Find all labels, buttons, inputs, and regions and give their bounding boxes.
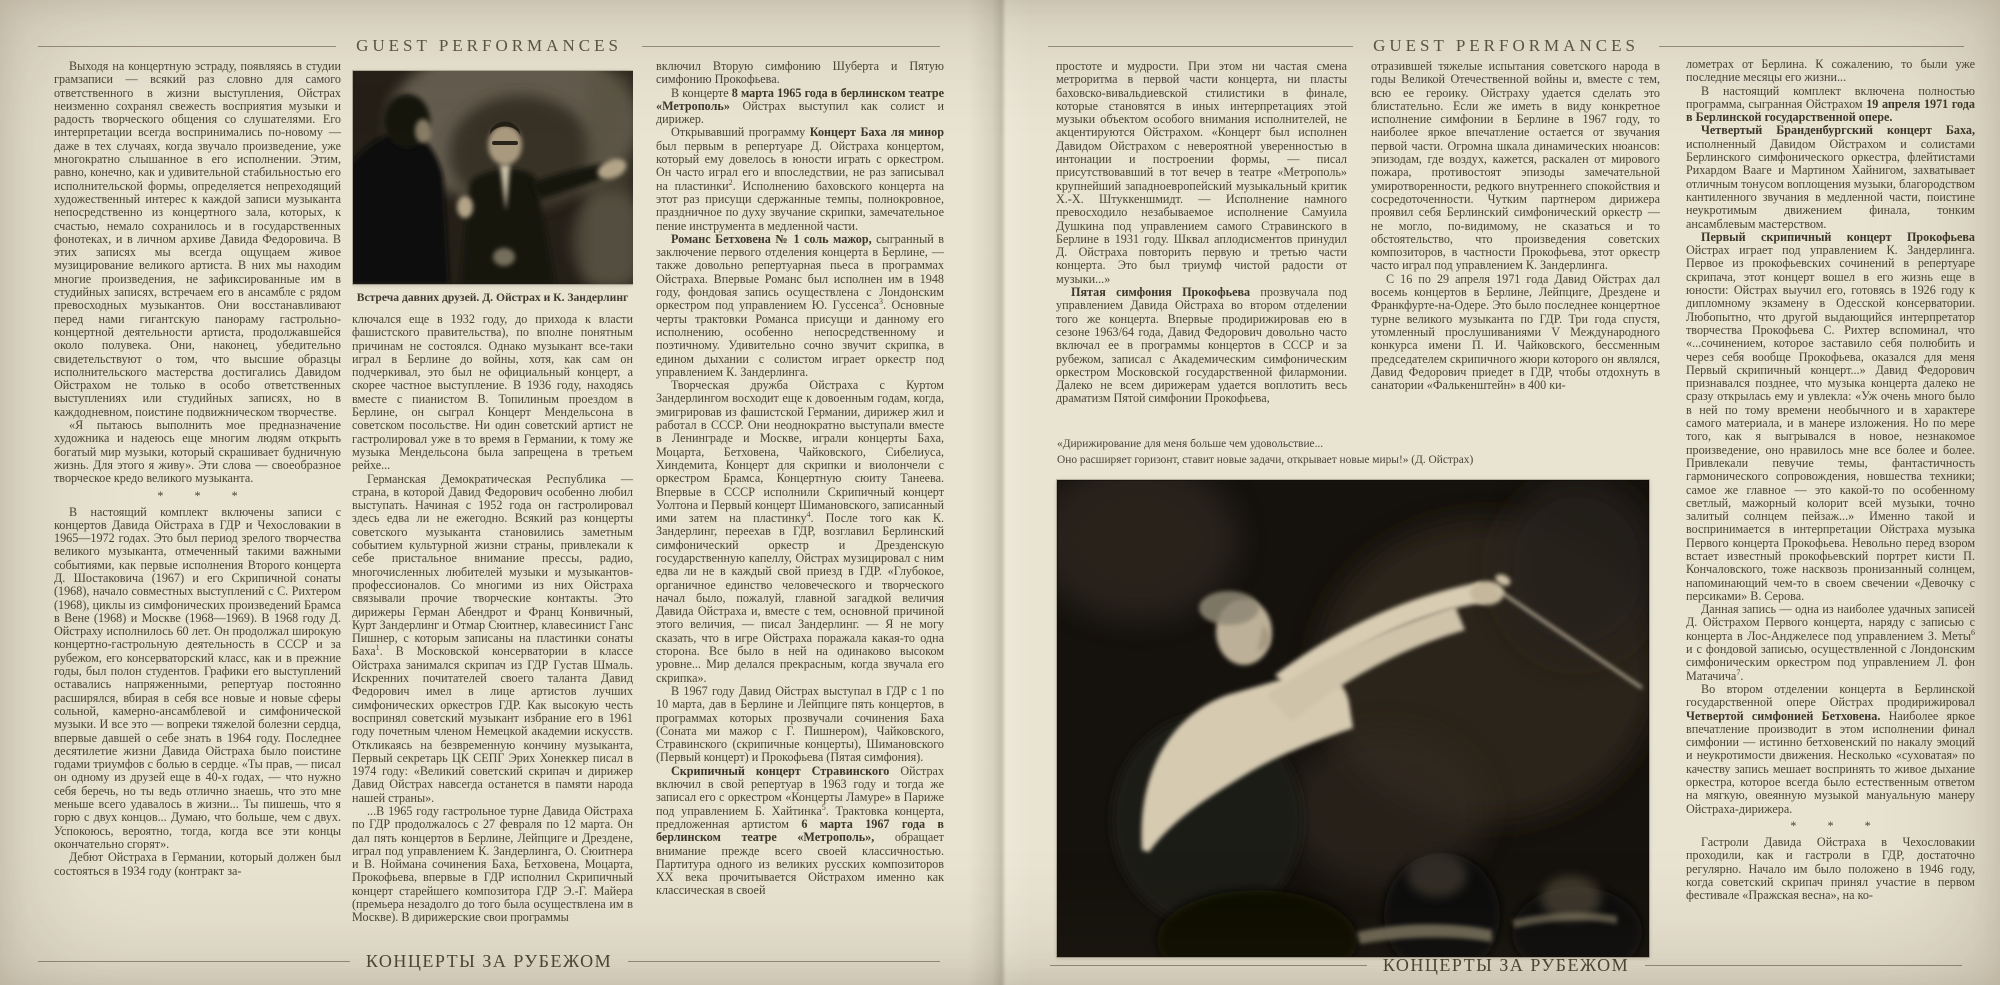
stars-separator: * * * xyxy=(1790,818,1885,833)
right-page-footer xyxy=(1050,952,1962,978)
paragraph: включил Вторую симфонию Шуберта и Пятую симфонию Прокофьева. xyxy=(656,60,944,87)
right-header-title: GUEST PERFORMANCES xyxy=(1373,36,1639,55)
paragraph: Романс Бетховена № 1 соль мажор, сыгранный в заключение первого отделения концерта в Берлине, — также довольно репертуарная пьеса в программах Ойстраха. Впервые Романс был исполнен им в 1948 году, фондовая запись осуществлена с Лондонским оркестром под управлением Ю. Гуссенса$^3$. Основные черты трактовки Романса присущи и данному его исполнению, особенно непосредственному и поэтичному. Удивительно сочно звучит скрипка, в едином дыхании с солистом играет оркестр под управлением К. Зандерлинга. xyxy=(656,231,944,379)
photo-oistrakh-conducting xyxy=(1057,480,1649,957)
paragraph: Первый скрипичный концерт Прокофьева Ойстрах играет под управлением К. Зандерлинга. Первое из прокофьевских сочинений в репертуаре скрипача, этот концерт вошел в его жизнь еще в юности: Ойстрах выучил его, готовясь в 1926 году к дипломному экзамену в Одесской консерватории. Любопытно, что другой выдающийся интерпретатор творчества Прокофьева С. Рихтер вспоминал, что «...сочинением, которое заставило себя полюбить и через себя вообще Прокофьева, оказался для меня Первый скрипичный концерт...» Давид Федорович признавался позднее, что музыка концерта далеко не сразу открылась ему и увлекла: «Уж очень много было в ней по тому времени необычного и в характере самого материала, и в манере изложения. Но по мере того, как я выгрывался в новое, незнакомое произведение, оно нравилось мне все более и более. Привлекали певучие темы, фантастичность гармонического сопровождения, новшества техники; самое же главное — это какой-то по особенному светлый, мажорный колорит всей музыки, точно залитый солнцем пейзаж...» Именно такой и воспринимается в интерпретации Ойстраха музыка Первого концерта Прокофьева. Невольно перед взором встает известный прокофьевский портрет кисти П. Кончаловского, тоже насквозь пронизанный солнцем, напоминающий чем-то в своем свечении «Девочку с персиками» В. Серова. xyxy=(1686,229,1975,603)
header-rule-left xyxy=(1048,46,1353,47)
conducting-caption-line1: «Дирижирование для меня больше чем удовольствие... xyxy=(1057,438,1324,450)
header-rule-left xyxy=(38,46,336,47)
paragraph: отразившей тяжелые испытания советского народа в годы Великой Отечественной войны и, вместе с тем, всю ее героику. Ойстраху удается сделать это блистательно. Если же иметь в виду конкретное исполнение симфонии в Берлине в 1967 году, то наиболее яркое впечатление остается от звучания первой части. Огромна шкала динамических нюансов: эпизодам, где воздух, кажется, раскален от мирового пожара, противостоят эпизоды замечательной умиротворенности, редкого внутреннего спокойствия и сосредоточенности. Чутким партнером дирижера проявил себя Берлинский симфонический оркестр — не могло, по-видимому, не сказаться и то обстоятельство, что произведения советских композиторов, в частности Прокофьева, этот оркестр часто играл под управлением К. Зандерлинга. xyxy=(1371,60,1660,273)
left-column-3 xyxy=(656,60,944,953)
page-fold-crease xyxy=(968,0,1032,985)
footer-rule-right xyxy=(628,961,940,962)
right-column-3 xyxy=(1686,58,1975,956)
paragraph: С 16 по 29 апреля 1971 года Давид Ойстрах дал восемь концертов в Берлине, Лейпциге, Дрездене и Франкфурте-на-Одере. Это было последнее концертное турне великого музыканта по ГДР. Три года спустя, утомленный прослушиваниями V Международного конкурса имени П. И. Чайковского, бессменным председателем скрипичного жюри которого он являлся, Давид Федорович приедет в ГДР, чтобы отдохнуть в санатории «Фалькенштейн» в 400 ки- xyxy=(1371,271,1660,393)
paragraph: Четвертый Бранденбургский концерт Баха, исполненный Давидом Ойстрахом и солистами Берлинского симфонического оркестра, флейтистами Рихардом Вааге и Мартином Хайнигом, захватывает отличным тонусом воплощения музыки, благородством кантиленного звучания в медленной части, поистине неукротимым движением финала, тонким ансамблевым мастерством. xyxy=(1686,123,1975,231)
right-column-2 xyxy=(1371,60,1660,428)
left-column-2 xyxy=(352,60,633,953)
right-footer-title: КОНЦЕРТЫ ЗА РУБЕЖОМ xyxy=(1382,954,1630,975)
right-page-header xyxy=(1048,36,1964,56)
paragraph: В концерте 8 марта 1965 года в берлинском театре «Метрополь» Ойстрах выступил как солист и дирижер. xyxy=(656,85,944,127)
paragraph: В настоящий комплект включены записи с концертов Давида Ойстраха в ГДР и Чехословакии в 1965—1972 годах. Это был период зрелого творчества великого музыканта, отмеченный такими важными событиями, как первые исполнения Второго концерта Д. Шостаковича (1967) и его Скрипичной сонаты (1968), начало совместных выступлений с С. Рихтером (1968), циклы из симфонических произведений Брамса в Вене (1968) и Москве (1968—1969). В 1968 году Д. Ойстраху исполнилось 60 лет. Он продолжал широкую концертно-гастрольную деятельность в СССР и за рубежом, его консерваторский класс, как и в прежние годы, был полон студентов. Графики его выступлений оставались напряженными, репертуар постоянно расширялся, вбирая в себя все новые и новые сферы сольной, камерно-ансамблевой и симфонической музыки. И все это — вопреки тяжелой болезни сердца, впервые давшей о себе знать в 1964 году. Последнее десятилетие жизни Давида Ойстраха было поистине годами триумфов с болью в сердце. «Ты прав, — писал он одному из друзей еще в 40-х годах, — что нужно себя беречь, но ты ведь отлично знаешь, что это мне меньше всего удавалось в жизни... Ты пишешь, что я горю с двух концов... Думаю, что больше, чем с двух. Успокоюсь, вероятно, тогда, когда все эти концы окончательно сгорят». xyxy=(54,504,341,851)
paragraph: Выходя на концертную эстраду, появляясь в студии грамзаписи — всякий раз словно для самого ответственного в жизни выступления, Ойстрах неизменно сохранял свежесть восприятия музыки и радость творческого общения со слушателями. Его интерпретации всегда воспринимались по-новому — даже в тех случаях, когда звучало произведение, уже многократно слышанное в его исполнении. Этим, равно, конечно, как и удивительной стабильностью его исполнительской формы, определяется непреходящий художественный интерес к каждой записи музыканта непосредственно из концертного зала, которых, к счастью, немало сохранилось и в государственных фонотеках, и в личном архиве Давида Федоровича. В этих записях мы всегда ощущаем живое музицирование великого артиста. В них мы находим многие произведения, не зафиксированные им в студийных записях, встречаем его в ансамбле с рядом превосходных музыкантов. Они восстанавливают перед нами гигантскую панораму гастрольно-концертной деятельности артиста, продолжавшейся около полувека. Они, наконец, убедительно свидетельствуют о том, что высшие образцы исполнительского мастерства достигались Давидом Ойстрахом не только в особо ответственных выступлениях или студийных записях, но в каждодневном, поистине подвижническом творчестве. xyxy=(54,60,341,419)
paragraph: Скрипичный концерт Стравинского Ойстрах включил в свой репертуар в 1963 году и тогда же записал его с оркестром «Концерты Ламуре» в Париже под управлением Б. Хайтинка$^5$. Трактовка концерта, предложенная артистом 6 марта 1967 года в берлинском театре «Метрополь», обращает внимание прежде всего своей классичностью. Партитура одного из великих русских композиторов XX века прочитывается Ойстрахом именно как классическая в своей xyxy=(656,763,944,898)
header-rule-right xyxy=(642,46,940,47)
paragraph: ...В 1965 году гастрольное турне Давида Ойстраха по ГДР продолжалось с 27 февраля по 12 марта. Он дал пять концертов в Берлине, Лейпциге и Дрездене, играл под управлением К. Зандерлинга, О. Сюитнера и В. Ноймана сочинения Баха, Бетховена, Моцарта, Прокофьева, впервые в ГДР исполнил Скрипичный концерт старейшего композитора ГДР Э.-Г. Майера (премьера незадолго до того была осуществлена им в Москве). В дирижерские свои программы xyxy=(352,803,633,925)
paragraph: В настоящий комплект включена полностью программа, сыгранная Ойстрахом 19 апреля 1971 года в Берлинской государственной опере. xyxy=(1686,83,1975,125)
left-page-header xyxy=(38,36,940,56)
conducting-caption-line2: Оно расширяет горизонт, ставит новые задачи, открывает новые миры!» (Д. Ойстрах) xyxy=(1057,453,1474,466)
paragraph: Дебют Ойстраха в Германии, который должен был состояться в 1934 году (контракт за- xyxy=(54,850,341,878)
stars-separator: * * * xyxy=(157,488,252,503)
paragraph: Во втором отделении концерта в Берлинской государственной опере Ойстрах продирижировал Четвертой симфонией Бетховена. Наиболее яркое впечатление производит в этом исполнении финал симфонии — истинно бетховенский по накалу эмоций и неукротимости движения. Несколько «суховатая» по качеству запись мешает воспринять то живое дыхание оркестра, которое всегда было естественным ответом на мягкую, овеянную музыкой мануальную манеру Ойстраха-дирижера. xyxy=(1686,681,1975,816)
photo-caption-conducting xyxy=(1057,437,1677,468)
photo-caption-meeting: Встреча давних друзей. Д. Ойстрах и К. Зандерлинг xyxy=(356,291,629,304)
header-rule-right xyxy=(1659,46,1964,47)
paragraph: «Я пытаюсь выполнить мое предназначение художника и надеюсь еще многим людям открыть богатый мир музыки, который скрашивает будничную жизнь. Для этого я живу». Эти слова — своеобразное творческое кредо великого музыканта. xyxy=(54,418,341,486)
paragraph: Творческая дружба Ойстраха с Куртом Зандерлингом восходит еще к довоенным годам, когда, эмигрировав из фашистской Германии, дирижер жил и работал в СССР. Они неоднократно выступали вместе в Ленинграде и Москве, играли концерты Баха, Моцарта, Бетховена, Чайковского, Сибелиуса, Хиндемита, Концерт для скрипки и виолончели с оркестром Брамса, Концертную сюиту Танеева. Впервые в СССР исполнили Скрипичный концерт Уолтона и Первый концерт Шимановского, записанный ими затем на пластинку$^4$. После того как К. Зандерлинг, переехав в ГДР, возглавил Берлинский симфонический оркестр и Дрезденскую государственную капеллу, Ойстрах музицировал с ним едва ли не в каждый свой приезд в ГДР. «Глубокое, органичное единство человеческого и творческого начал было, пожалуй, главной загадкой величия Давида Ойстраха и, вместе с тем, основной причиной этого величия, — писал Зандерлинг. — Я не могу сказать, что в игре Ойстраха поражала какая-то одна сторона. Все было в ней на одинаково высоком уровне... Мир делался прекрасным, когда звучала его скрипка». xyxy=(656,378,944,685)
paragraph: ключался еще в 1932 году, до прихода к власти фашистского правительства), по вполне понятным причинам не состоялся. Однако музыкант все-таки играл в Берлине до войны, хотя, как сам он подчеркивал, это был не официальный концерт, а скорее частное выступление. В 1936 году, находясь вместе с пианистом В. Топилиным проездом в Берлине, он сыграл Концерт Мендельсона в советском посольстве. Ни один советский артист не гастролировал уже в то время в Германии, к тому же музыка Мендельсона была запрещена в третьем рейхе... xyxy=(352,312,633,473)
paragraph: Данная запись — одна из наиболее удачных записей Д. Ойстрахом Первого концерта, наряду с записью с концерта в Лос-Анджелесе под управлением З. Меты$^6$ и с фондовой записью, осуществленной с Лондонским симфоническим оркестром под управлением Л. фон Матачича$^7$. xyxy=(1686,602,1975,683)
left-column-2-text xyxy=(352,313,633,925)
left-page-footer xyxy=(38,948,940,974)
paragraph: Германская Демократическая Республика — страна, в которой Давид Федорович особенно любил выступать. Начиная с 1952 года он гастролировал здесь едва ли не ежегодно. Всякий раз концерты советского музыканта становились заметным событием культурной жизни страны, привлекали к себе пристальное внимание прессы, радио, многочисленных любителей музыки и музыкантов-профессионалов. Со многими из них Ойстраха связывали прочие творческие контакты. Это дирижеры Герман Абендрот и Франц Конвичный, Курт Зандерлинг и Отмар Сюитнер, клавесинист Ганс Пишнер, с которым записаны на пластинки сонаты Баха$^1$. В Московской консерватории в классе Ойстраха занимался скрипач из ГДР Густав Шмаль. Искренних почитателей своего таланта Давид Федорович имел в лице артистов лучших симфонических оркестров ГДР. Как высокую честь воспринял советский музыкант избрание его в 1961 году почетным членом Немецкой академии искусств. Откликаясь на безвременную кончину музыканта, Первый секретарь ЦК СЕПГ Эрих Хонеккер писал в 1974 году: «Великий советский скрипач и дирижер Давид Ойстрах навсегда останется в памяти народа нашей страны». xyxy=(352,471,633,805)
right-column-1 xyxy=(1056,60,1347,448)
footer-rule-right xyxy=(1645,965,1962,966)
left-header-title: GUEST PERFORMANCES xyxy=(356,36,622,55)
footer-rule-left xyxy=(1050,965,1367,966)
paragraph: Открывавший программу Концерт Баха ля минор был первым в репертуаре Д. Ойстраха концертом, который ему довелось в юности играть с оркестром. Он часто играл его и впоследствии, не раз записывал на пластинки$^2$. Исполнению баховского концерта на этот раз присущи сдержанные темпы, полнокровное, праздничное по духу звучание скрипки, замечательное пение инструмента в медленной части. xyxy=(656,125,944,233)
paragraph: Пятая симфония Прокофьева прозвучала под управлением Давида Ойстраха во втором отделении того же концерта. Впервые продирижировав ею в сезоне 1963/64 года, Давид Федорович довольно часто включал ее в программы концертов в СССР и за рубежом, записал с Академическим симфоническим оркестром Московской государственной филармонии. Далеко не всем дирижерам удается воплотить весь драматизм Пятой симфонии Прокофьева, xyxy=(1056,285,1347,406)
paragraph: Гастроли Давида Ойстраха в Чехословакии проходили, как и гастроли в ГДР, достаточно регулярно. Начало им было положено в 1946 году, когда советский скрипач принял участие в первом фестивале «Пражская весна», на ко- xyxy=(1686,834,1975,903)
paragraph: В 1967 году Давид Ойстрах выступал в ГДР с 1 по 10 марта, дав в Берлине и Лейпциге пять концертов, в программах которых прозвучали сочинения Баха (Соната ми мажор с Г. Пишнером), Чайковского, Стравинского (скрипичные концерты), Шимановского (Первый концерт) и Прокофьева (Пятая симфония). xyxy=(656,683,944,765)
left-footer-title: КОНЦЕРТЫ ЗА РУБЕЖОМ xyxy=(365,950,613,971)
left-column-1 xyxy=(54,60,341,953)
paragraph: лометрах от Берлина. К сожалению, то были уже последние месяцы его жизни... xyxy=(1686,58,1975,85)
paragraph: простоте и мудрости. При этом ни частая смена метроритма в первой части концерта, ни пласты баховско-вивальдиевской стилистики в финале, которые становятся в иных интерпретациях этой музыки объектом особого внимания исполнителей, не акцентируются Ойстрахом. «Концерт был исполнен Давидом Ойстрахом с невероятной уверенностью в интонации и построении формы, — писал присутствовавший в тот вечер в театре «Метрополь» крупнейший западноевропейский музыкальный критик Х.-Х. Штуккеншмидт. — Исполнение намного превосходило незабываемое исполнение Самуила Душкина под управлением самого Стравинского в Берлине в 1931 году. Шквал аплодисментов принудил Д. Ойстраха повторить первую и третью части концерта. Это был триумф чистой радости от музыки...» xyxy=(1056,60,1347,286)
footer-rule-left xyxy=(38,961,350,962)
photo-oistrakh-sanderling xyxy=(353,71,633,284)
